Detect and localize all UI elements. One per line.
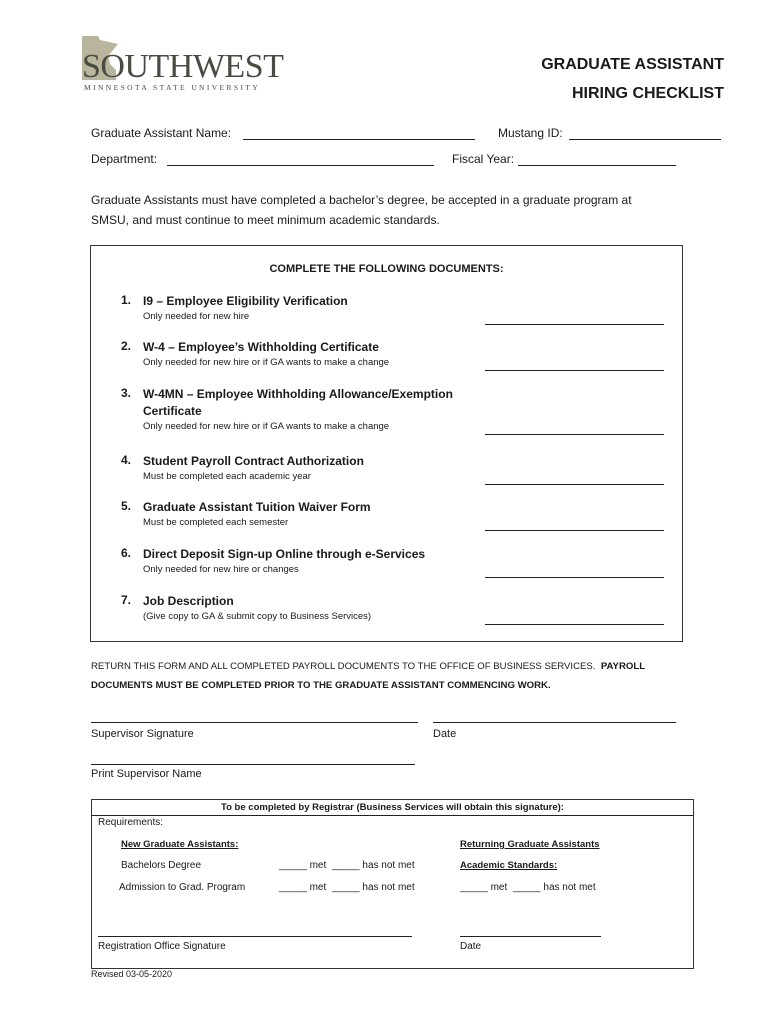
returning-ga-heading: Returning Graduate Assistants [460,839,600,850]
item-title: I9 – Employee Eligibility Verification [143,294,348,308]
ga-name-label: Graduate Assistant Name: [91,126,232,140]
new-ga-heading: New Graduate Assistants: [121,839,239,850]
page-title [541,50,724,108]
item-check-line[interactable] [485,624,664,625]
registration-date-label: Date [460,941,482,952]
item-check-line[interactable] [485,324,664,325]
revised-date: Revised 03-05-2020 [91,969,173,979]
registration-signature-line[interactable] [98,936,412,937]
item-title: Job Description [143,594,234,608]
documents-heading: COMPLETE THE FOLLOWING DOCUMENTS: [269,263,504,275]
intro-line-2: SMSU, and must continue to meet minimum academic standards. [91,213,440,227]
return-notice-bold-line: DOCUMENTS MUST BE COMPLETED PRIOR TO THE GRADUATE ASSISTANT COMMENCING WORK. [91,680,551,691]
department-field[interactable] [167,165,434,166]
supervisor-signature-label: Supervisor Signature [91,728,194,740]
university-logo [78,34,288,94]
print-name-line[interactable] [91,764,415,765]
item-check-line[interactable] [485,530,664,531]
logo-subtitle: MINNESOTA STATE UNIVERSITY [84,83,261,92]
item-number: 4. [120,453,131,467]
item-note: Must be completed each academic year [143,471,311,482]
bachelors-met-field[interactable]: _____ met _____ has not met [279,860,415,871]
registrar-divider [92,815,693,816]
item-number: 6. [120,546,131,560]
item-check-line[interactable] [485,370,664,371]
academic-met-field[interactable]: _____ met _____ has not met [460,882,596,893]
print-name-label: Print Supervisor Name [91,768,202,780]
fiscal-year-field[interactable] [518,165,676,166]
item-title: Direct Deposit Sign-up Online through e-Services [143,547,426,561]
item-title: W-4MN – Employee Withholding Allowance/Exemption [143,387,453,401]
requirements-label: Requirements: [98,817,164,828]
item-check-line[interactable] [485,577,664,578]
item-title: Graduate Assistant Tuition Waiver Form [143,500,371,514]
item-title: W-4 – Employee’s Withholding Certificate [143,340,379,354]
item-number: 2. [120,339,131,353]
item-title: Student Payroll Contract Authorization [143,454,364,468]
title-line-1: GRADUATE ASSISTANT [541,56,724,73]
supervisor-signature-line[interactable] [91,722,418,723]
registration-date-line[interactable] [460,936,601,937]
item-note: Only needed for new hire or if GA wants to make a change [143,357,390,368]
logo-wordmark: SOUTHWEST [82,48,284,85]
item-title-continued: Certificate [143,404,202,418]
item-note: Only needed for new hire [143,311,250,322]
item-note: Must be completed each semester [143,517,289,528]
item-note: Only needed for new hire or if GA wants to make a change [143,421,390,432]
title-line-2: HIRING CHECKLIST [572,85,724,102]
item-number: 3. [120,386,131,400]
item-check-line[interactable] [485,434,664,435]
item-number: 5. [120,499,131,513]
bachelors-label: Bachelors Degree [121,860,202,871]
admission-met-field[interactable]: _____ met _____ has not met [279,882,415,893]
item-note: Only needed for new hire or changes [143,564,299,575]
registrar-heading: To be completed by Registrar (Business Services will obtain this signature): [221,802,564,813]
return-notice-bold: PAYROLL [600,661,646,672]
mustang-id-field[interactable] [569,139,721,140]
ga-name-field[interactable] [243,139,475,140]
return-notice [91,657,691,695]
supervisor-date-label: Date [433,728,457,740]
item-note: (Give copy to GA & submit copy to Business Services) [143,611,372,622]
academic-standards-label: Academic Standards: [460,860,558,871]
intro-line-1: Graduate Assistants must have completed a bachelor’s degree, be accepted in a graduate program at [91,193,632,207]
item-check-line[interactable] [485,484,664,485]
supervisor-date-line[interactable] [433,722,676,723]
return-notice-text: RETURN THIS FORM AND ALL COMPLETED PAYROLL DOCUMENTS TO THE OFFICE OF BUSINESS SERVICES. [91,661,596,672]
registration-signature-label: Registration Office Signature [98,941,226,952]
item-number: 7. [120,593,131,607]
department-label: Department: [91,152,158,166]
admission-label: Admission to Grad. Program [119,882,246,893]
mustang-id-label: Mustang ID: [498,126,563,140]
fiscal-year-label: Fiscal Year: [452,152,515,166]
item-number: 1. [120,293,131,307]
